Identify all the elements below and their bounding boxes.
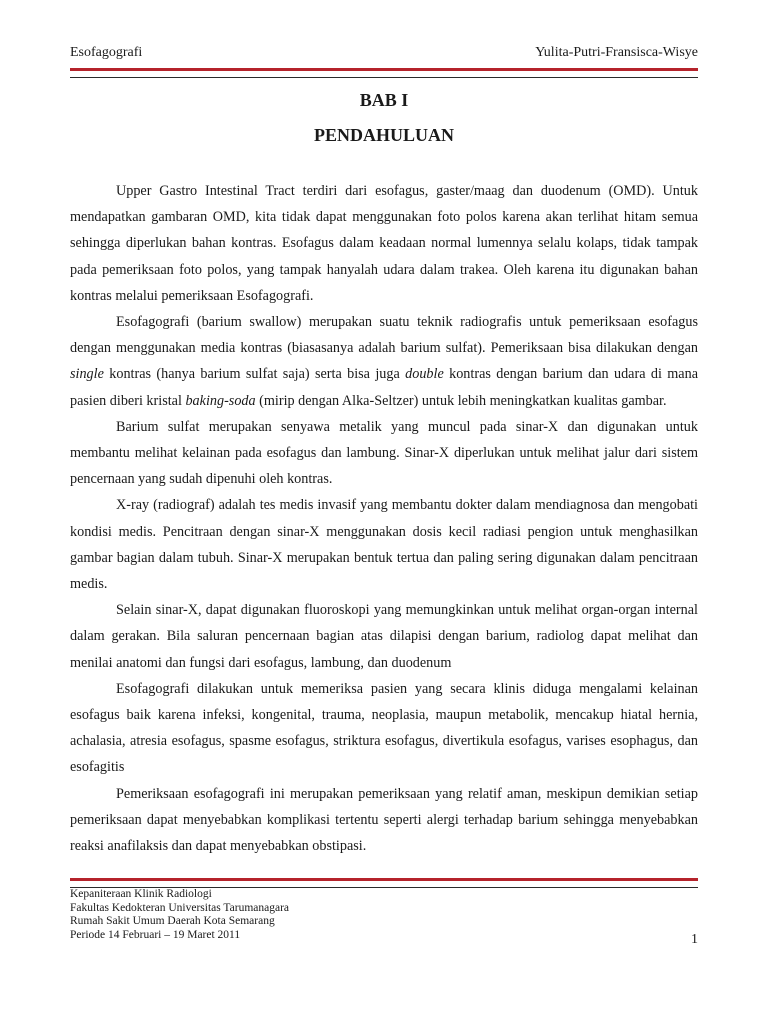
body-paragraph [70,781,698,860]
paragraph-text: Pemeriksaan esofagografi ini merupakan pemeriksaan yang relatif aman, meskipun demikian setiap pemeriksaan dapat menyebabkan komplikasi tertentu seperti alergi terhadap barium sehingga menyebabkan reaksi anafilaksis dan dapat menyebabkan obstipasi. [70,785,698,855]
footer-line: Periode 14 Februari – 19 Maret 2011 [70,928,241,941]
chapter-number: BAB I [359,90,409,110]
italic-term: baking-soda [185,392,256,409]
body-paragraph [70,492,698,597]
paragraph-text: Upper Gastro Intestinal Tract terdiri dari esofagus, gaster/maag dan duodenum (OMD). Untuk mendapatkan gambaran OMD, kita tidak dapat menggunakan foto polos karena akan terlihat hitam semua sehingga diperlukan bahan kontras. Esofagus dalam keadaan normal lumennya selalu kolaps, tidak tampak pada pemeriksaan foto polos, yang tampak hanyalah udara dalam trakea. Oleh karena itu digunakan bahan kontras melalui pemeriksaan Esofagografi. [70,183,698,304]
paragraph-text: Barium sulfat merupakan senyawa metalik yang muncul pada sinar-X dan digunakan untuk membantu melihat kelainan pada esofagus dan lambung. Sinar-X diperlukan untuk melihat jalur dari sistem pencernaan yang sudah dipenuhi oleh kontras. [70,418,698,488]
footer-line: Kepaniteraan Klinik Radiologi [70,888,212,900]
page-number: 1 [691,932,698,947]
paragraph-text: Esofagografi dilakukan untuk memeriksa pasien yang secara klinis diduga mengalami kelainan esofagus baik karena infeksi, kongenital, trauma, neoplasia, maupun metabolik, mencakup hiatal hernia, achalasia, atresia esofagus, spasme esofagus, striktura esofagus, divertikula esofagus, varises esophagus, dan esofagitis [70,680,698,776]
body-paragraph [70,309,698,414]
body-paragraph [70,676,698,781]
footer-line: Fakultas Kedokteran Universitas Tarumanagara [70,901,290,914]
chapter-title: PENDAHULUAN [313,125,454,145]
paragraph-text: X-ray (radiograf) adalah tes medis invasif yang membantu dokter dalam mendiagnosa dan mengobati kondisi medis. Pencitraan dengan sinar-X menggunakan dosis kecil radiasi pengion untuk menghasilkan gambar bagian dalam tubuh. Sinar-X merupakan bentuk tertua dan paling sering digunakan dalam pencitraan medis. [70,497,698,593]
body-paragraph [70,414,698,493]
italic-term: double [405,366,444,383]
body-paragraph [70,597,698,676]
paragraph-text: Esofagografi (barium swallow) merupakan suatu teknik radiografis untuk pemeriksaan esofagus dengan menggunakan media kontras (biasasanya adalah barium sulfat). Pemeriksaan bisa dilakukan dengan [70,314,698,357]
header-right-authors: Yulita-Putri-Fransisca-Wisye [535,45,698,60]
header-divider [70,68,698,78]
italic-term: single [70,366,104,383]
header-left-title: Esofagografi [70,45,143,60]
paragraph-text: Selain sinar-X, dapat digunakan fluoroskopi yang memungkinkan untuk melihat organ-organ internal dalam gerakan. Bila saluran pencernaan bagian atas dilapisi dengan barium, radiolog dapat melihat dan menilai anatomi dan fungsi dari esofagus, lambung, dan duodenum [70,602,698,671]
body-paragraph [70,178,698,309]
footer-divider [70,878,698,888]
page-footer [70,888,698,942]
footer-line: Rumah Sakit Umum Daerah Kota Semarang [70,915,275,928]
body-text [70,178,698,859]
paragraph-text: kontras (hanya barium sulfat saja) serta bisa juga [103,366,406,383]
page-header [70,44,698,62]
paragraph-text: (mirip dengan Alka-Seltzer) untuk lebih meningkatkan kualitas gambar. [255,392,667,409]
paragraph-text: kontras dengan barium dan udara di mana pasien diberi kristal [70,366,698,409]
